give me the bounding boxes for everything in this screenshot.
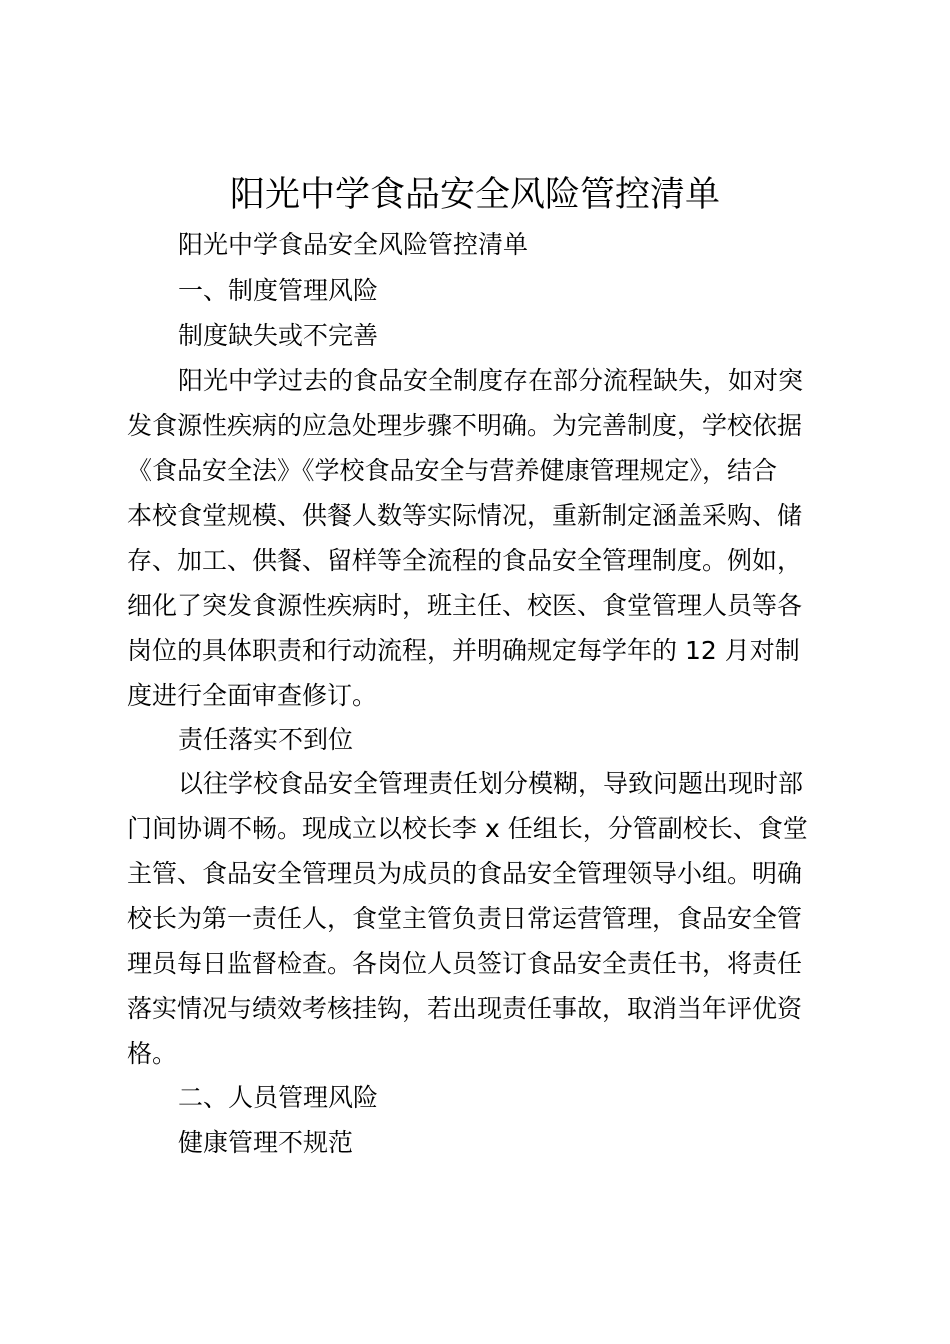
subsection-heading-3: 健康管理不规范	[178, 1128, 354, 1157]
subtitle-line: 阳光中学食品安全风险管控清单	[178, 230, 529, 259]
paragraph-line: 以往学校食品安全管理责任划分模糊，导致问题出现时部	[178, 769, 804, 798]
paragraph-line: 岗位的具体职责和行动流程，并明确规定每学年的 12 月对制	[127, 636, 800, 665]
paragraph-line: 《食品安全法》《学校食品安全与营养健康管理规定》，结合	[127, 456, 778, 485]
section-heading-1: 一、制度管理风险	[178, 276, 379, 305]
paragraph-line: 发食源性疾病的应急处理步骤不明确。为完善制度，学校依据	[127, 411, 803, 440]
paragraph-line: 细化了突发食源性疾病时，班主任、校医、食堂管理人员等各	[127, 591, 803, 620]
subsection-heading-2: 责任落实不到位	[178, 725, 354, 754]
subsection-heading-1: 制度缺失或不完善	[178, 321, 379, 350]
paragraph-line: 存、加工、供餐、留样等全流程的食品安全管理制度。例如，	[127, 546, 803, 575]
document-title: 阳光中学食品安全风险管控清单	[229, 175, 720, 215]
paragraph-line: 校长为第一责任人，食堂主管负责日常运营管理，食品安全管	[127, 904, 803, 933]
paragraph-line: 阳光中学过去的食品安全制度存在部分流程缺失，如对突	[178, 366, 804, 395]
paragraph-line: 本校食堂规模、供餐人数等实际情况，重新制定涵盖采购、储	[127, 501, 803, 530]
paragraph-line: 门间协调不畅。现成立以校长李 x 任组长，分管副校长、食堂	[127, 814, 808, 843]
section-heading-2: 二、人员管理风险	[178, 1083, 379, 1112]
paragraph-line: 理员每日监督检查。各岗位人员签订食品安全责任书，将责任	[127, 949, 803, 978]
paragraph-line: 格。	[127, 1039, 178, 1068]
paragraph-line: 主管、食品安全管理员为成员的食品安全管理领导小组。明确	[127, 859, 803, 888]
paragraph-line: 度进行全面审查修订。	[127, 681, 378, 710]
paragraph-line: 落实情况与绩效考核挂钩，若出现责任事故，取消当年评优资	[127, 994, 803, 1023]
